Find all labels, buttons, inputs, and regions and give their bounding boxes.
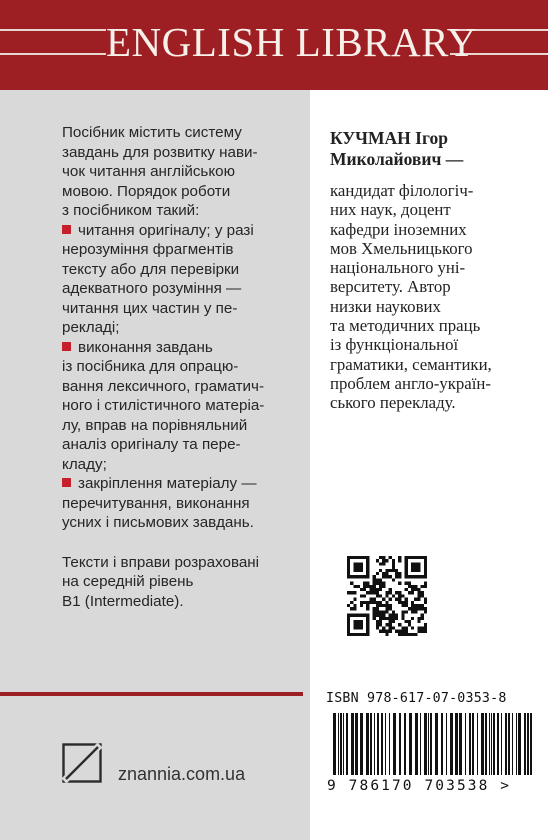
bio-line: граматики, семантики, bbox=[330, 354, 492, 374]
note-line: Тексти і вправи розраховані bbox=[62, 553, 260, 571]
intro-line: завдань для розвитку нави- bbox=[62, 143, 258, 161]
step-line: кладу; bbox=[62, 455, 107, 473]
step-consolidation bbox=[62, 474, 308, 533]
step-line: виконання завдань bbox=[78, 338, 213, 356]
bullet-icon bbox=[62, 478, 71, 487]
step-line: ного і стилістичного матеріа- bbox=[62, 397, 265, 414]
description-text bbox=[62, 123, 308, 611]
step-line: адекватного розуміння — bbox=[62, 280, 242, 297]
bio-line: та методичних праць bbox=[330, 316, 481, 336]
step-line: перечитування, виконання bbox=[62, 494, 250, 512]
author-name-line: Миколайович — bbox=[330, 149, 464, 169]
step-line: нерозуміння фрагментів bbox=[62, 241, 234, 258]
step-line: тексту або для перевірки bbox=[62, 260, 240, 278]
intro-line: з посібником такий: bbox=[62, 202, 200, 219]
description-intro bbox=[62, 123, 308, 221]
bio-line: національного уні- bbox=[330, 258, 466, 278]
step-line: вання лексичного, граматич- bbox=[62, 377, 264, 395]
series-title: ENGLISH LIBRARY bbox=[106, 14, 450, 70]
publisher-logo-icon bbox=[62, 743, 102, 783]
intro-line: Посібник містить систему bbox=[62, 124, 242, 141]
bio-line: низки наукових bbox=[330, 296, 441, 316]
bullet-icon bbox=[62, 342, 71, 351]
step-line: із посібника для опрацю- bbox=[62, 358, 239, 375]
bio-line: верситету. Автор bbox=[330, 277, 451, 297]
step-line: лу, вправ на порівняльний bbox=[62, 416, 248, 434]
step-exercises bbox=[62, 338, 308, 475]
bio-line: із функціональної bbox=[330, 335, 459, 355]
barcode bbox=[333, 713, 535, 775]
level-note bbox=[62, 553, 308, 612]
step-line: усних і письмових завдань. bbox=[62, 514, 254, 531]
bio-line: кандидат філологіч- bbox=[330, 181, 474, 200]
step-reading bbox=[62, 221, 308, 338]
bio-line: ського перекладу. bbox=[330, 393, 456, 413]
bio-line: проблем англо-україн- bbox=[330, 373, 491, 393]
isbn-label: ISBN 978-617-07-0353-8 bbox=[326, 691, 507, 706]
author-bio bbox=[330, 181, 545, 413]
bio-line: них наук, доцент bbox=[330, 200, 451, 220]
barcode-digits: 9 786170 703538 > bbox=[327, 778, 512, 794]
step-line: рекладі; bbox=[62, 319, 120, 336]
step-line: читання цих частин у пе- bbox=[62, 299, 238, 317]
author-name-line: КУЧМАН Ігор bbox=[330, 128, 448, 148]
bullet-icon bbox=[62, 225, 71, 234]
step-line: читання оригіналу; у разі bbox=[78, 221, 254, 239]
note-line: на середній рівень bbox=[62, 573, 194, 590]
intro-line: чок читання англійською bbox=[62, 163, 235, 180]
intro-line: мовою. Порядок роботи bbox=[62, 182, 231, 200]
section-divider bbox=[0, 692, 303, 696]
publisher-website: znannia.com.ua bbox=[118, 764, 246, 784]
author-name bbox=[330, 128, 545, 170]
note-line: B1 (Intermediate). bbox=[62, 592, 184, 610]
bio-line: кафедри іноземних bbox=[330, 219, 467, 239]
step-line: закріплення матеріалу — bbox=[78, 475, 257, 492]
step-line: аналіз оригіналу та пере- bbox=[62, 436, 241, 453]
bio-line: мов Хмельницького bbox=[330, 238, 473, 258]
qr-code bbox=[347, 556, 427, 636]
